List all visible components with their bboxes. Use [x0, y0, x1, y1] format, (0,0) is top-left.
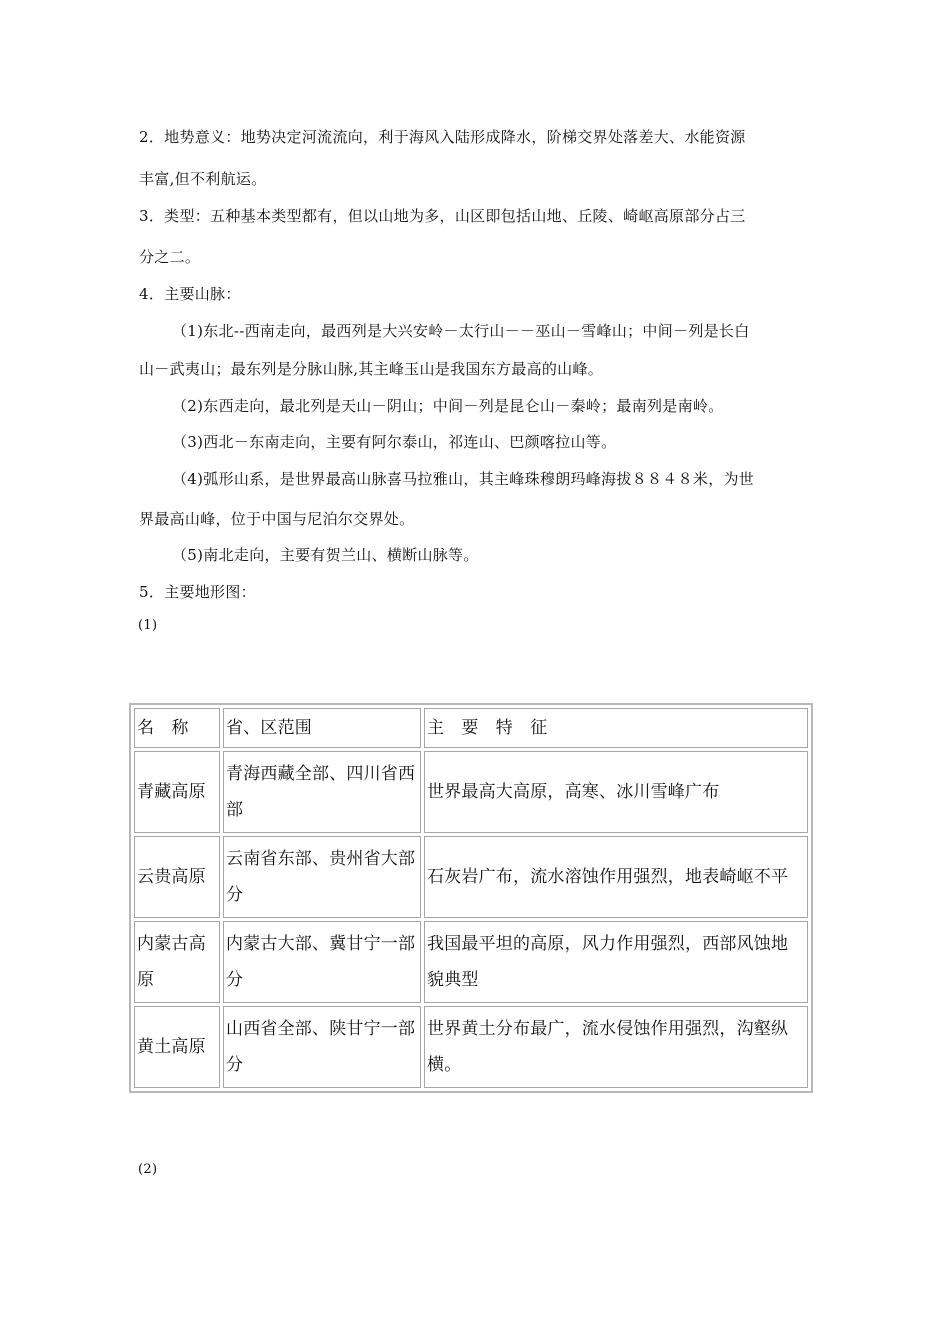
line-terrain-map-heading: 5．主要地形图：: [139, 583, 256, 601]
cell-name: 青藏高原: [134, 751, 220, 833]
line-terrain-significance: 2．地势意义：地势决定河流流向，利于海风入陆形成降水，阶梯交界处落差大、水能资源: [139, 128, 746, 146]
table-row: [134, 921, 808, 1003]
header-name: 名 称: [134, 708, 220, 748]
cell-region: 云南省东部、贵州省大部分: [223, 836, 421, 918]
header-features: 主 要 特 征: [424, 708, 808, 748]
line-mountains-arc: （4)弧形山系，是世界最高山脉喜马拉雅山，其主峰珠穆朗玛峰海拔８８４８米，为世: [172, 470, 755, 488]
cell-name: 内蒙古高原: [134, 921, 220, 1003]
header-region: 省、区范围: [223, 708, 421, 748]
table-row: [134, 836, 808, 918]
cell-region: 内蒙古大部、冀甘宁一部分: [223, 921, 421, 1003]
cell-region: 青海西藏全部、四川省西部: [223, 751, 421, 833]
line-mountains-nw-se: （3)西北－东南走向，主要有阿尔泰山，祁连山、巴颜喀拉山等。: [172, 433, 617, 451]
table-row: [134, 1006, 808, 1088]
cell-features: 世界黄土分布最广，流水侵蚀作用强烈，沟壑纵横。: [424, 1006, 808, 1088]
cell-features: 世界最高大高原，高寒、冰川雪峰广布: [424, 751, 808, 833]
line-terrain-significance-cont: 丰富,但不利航运。: [139, 170, 267, 188]
table-row: [134, 751, 808, 833]
line-mountains-e-w: （2)东西走向，最北列是天山－阴山；中间－列是昆仑山－秦岭；最南列是南岭。: [172, 397, 724, 415]
line-mountains-n-s: （5)南北走向，主要有贺兰山、横断山脉等。: [172, 546, 479, 564]
table-header-row: [134, 708, 808, 748]
cell-features: 石灰岩广布，流水溶蚀作用强烈，地表崎岖不平: [424, 836, 808, 918]
cell-name: 云贵高原: [134, 836, 220, 918]
line-landform-types-cont: 分之二。: [139, 248, 201, 266]
line-landform-types: 3．类型：五种基本类型都有，但以山地为多，山区即包括山地、丘陵、崎岖高原部分占三: [139, 207, 746, 225]
cell-features: 我国最平坦的高原，风力作用强烈，西部风蚀地貌典型: [424, 921, 808, 1003]
line-main-mountains-heading: 4．主要山脉：: [139, 285, 241, 303]
cell-region: 山西省全部、陕甘宁一部分: [223, 1006, 421, 1088]
section-label-1: (1): [138, 618, 158, 633]
section-label-2: (2): [138, 1162, 158, 1177]
cell-name: 黄土高原: [134, 1006, 220, 1088]
line-mountains-ne-sw-cont: 山－武夷山；最东列是分脉山脉,其主峰玉山是我国东方最高的山峰。: [139, 360, 604, 378]
line-mountains-arc-cont: 界最高山峰，位于中国与尼泊尔交界处。: [139, 510, 415, 528]
line-mountains-ne-sw: （1)东北--西南走向，最西列是大兴安岭－太行山－－巫山－雪峰山；中间－列是长白: [172, 322, 750, 340]
plateau-table: [129, 703, 813, 1093]
